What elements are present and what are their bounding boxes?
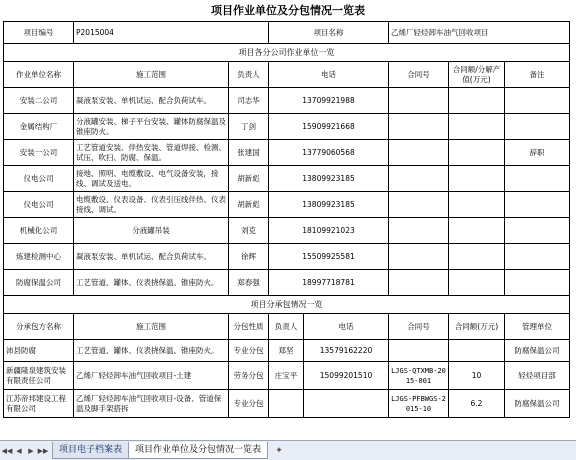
cell[interactable]: 乙烯厂轻烃卸车油气回收项目-设备、管道保温及脚手架搭拆 xyxy=(74,390,229,418)
cell[interactable]: 乙烯厂轻烃卸车油气回收项目-土建 xyxy=(74,362,229,390)
section2-title[interactable]: 项目分承包情况一览 xyxy=(4,296,570,314)
cell[interactable]: 10 xyxy=(449,362,505,390)
cell[interactable]: 13779060568 xyxy=(269,140,389,166)
cell[interactable]: 凝液泵安装、单机试运、配合负荷试车。 xyxy=(74,88,229,114)
cell[interactable] xyxy=(449,218,505,244)
cell[interactable] xyxy=(449,244,505,270)
cell[interactable]: 江苏帝邦建设工程有限公司 xyxy=(4,390,74,418)
cell[interactable]: 15509925581 xyxy=(269,244,389,270)
section1-header-row xyxy=(4,62,570,88)
table-row xyxy=(4,140,570,166)
header-cell[interactable]: 分包性质 xyxy=(229,314,269,340)
cell[interactable]: 庄宝平 xyxy=(269,362,304,390)
cell[interactable]: 安装二公司 xyxy=(4,88,74,114)
last-sheet-icon[interactable]: ▶▶ xyxy=(37,446,49,455)
table-row xyxy=(4,270,570,296)
header-cell[interactable]: 分承包方名称 xyxy=(4,314,74,340)
table-row xyxy=(4,88,570,114)
cell[interactable] xyxy=(505,192,570,218)
cell[interactable] xyxy=(389,218,449,244)
cell[interactable]: 辞职 xyxy=(505,140,570,166)
table-row xyxy=(4,114,570,140)
cell[interactable]: 防腐保温公司 xyxy=(505,390,570,418)
prev-sheet-icon[interactable]: ◀ xyxy=(16,446,22,455)
cell[interactable]: 18997718781 xyxy=(269,270,389,296)
header-cell[interactable]: 作业单位名称 xyxy=(4,62,74,88)
cell[interactable] xyxy=(449,192,505,218)
section2-header-row xyxy=(4,314,570,340)
cell[interactable]: 仪电公司 xyxy=(4,192,74,218)
cell[interactable]: 轻烃项目部 xyxy=(505,362,570,390)
cell[interactable]: 金属结构厂 xyxy=(4,114,74,140)
project-code-value[interactable]: P2015004 xyxy=(74,22,269,44)
cell[interactable] xyxy=(389,114,449,140)
cell[interactable]: 司志华 xyxy=(229,88,269,114)
table-row xyxy=(4,244,570,270)
cell[interactable] xyxy=(449,340,505,362)
table-row xyxy=(4,340,570,362)
cell[interactable] xyxy=(269,390,304,418)
cell[interactable]: 劳务分包 xyxy=(229,362,269,390)
cell[interactable]: 张建国 xyxy=(229,140,269,166)
cell[interactable] xyxy=(505,166,570,192)
cell[interactable] xyxy=(449,140,505,166)
cell[interactable]: 防腐保温公司 xyxy=(4,270,74,296)
cell[interactable]: 凝液泵安装、单机试运、配合负荷试车。 xyxy=(74,244,229,270)
table-row xyxy=(4,166,570,192)
cell[interactable]: 接地、照明、电缆敷设、电气设备安装，接线、调试及送电。 xyxy=(74,166,229,192)
header-cell[interactable]: 施工范围 xyxy=(74,62,229,88)
section1-title[interactable]: 项目各分公司作业单位一览 xyxy=(4,44,570,62)
cell[interactable] xyxy=(389,140,449,166)
cell[interactable]: 胡新彪 xyxy=(229,166,269,192)
cell[interactable]: 15909921668 xyxy=(269,114,389,140)
cell[interactable]: 18109921023 xyxy=(269,218,389,244)
cell[interactable]: 新疆隆泉建筑安装有限责任公司 xyxy=(4,362,74,390)
cell[interactable]: 专业分包 xyxy=(229,390,269,418)
cell[interactable]: 徐辉 xyxy=(229,244,269,270)
cell[interactable]: 6.2 xyxy=(449,390,505,418)
cell[interactable] xyxy=(389,166,449,192)
header-cell[interactable]: 电话 xyxy=(269,62,389,88)
cell[interactable] xyxy=(505,114,570,140)
header-cell[interactable]: 合同额/分解产值(万元) xyxy=(449,62,505,88)
header-cell[interactable]: 电话 xyxy=(304,314,389,340)
table-row xyxy=(4,192,570,218)
cell[interactable] xyxy=(389,192,449,218)
project-name-label[interactable]: 项目名称 xyxy=(269,22,389,44)
cell[interactable]: 郑春强 xyxy=(229,270,269,296)
new-sheet-icon[interactable]: ✦ xyxy=(275,445,283,456)
header-cell[interactable]: 负责人 xyxy=(269,314,304,340)
project-name-value[interactable]: 乙烯厂轻烃卸车油气回收项目 xyxy=(389,22,570,44)
cell[interactable]: 刘克 xyxy=(229,218,269,244)
cell[interactable]: LJGS-QTXMB-2015-001 xyxy=(389,362,449,390)
header-cell[interactable]: 备注 xyxy=(505,62,570,88)
sheet-title: 项目作业单位及分包情况一览表 xyxy=(211,4,365,17)
cell[interactable]: 仪电公司 xyxy=(4,166,74,192)
cell[interactable] xyxy=(389,244,449,270)
cell[interactable]: 机械化公司 xyxy=(4,218,74,244)
cell[interactable]: 专业分包 xyxy=(229,340,269,362)
cell[interactable]: 13809923185 xyxy=(269,192,389,218)
cell[interactable]: 工艺管道、罐体、仪表挠保温、锥座防火。 xyxy=(74,270,229,296)
project-info-row xyxy=(4,22,570,44)
cell[interactable] xyxy=(389,340,449,362)
cell[interactable] xyxy=(505,244,570,270)
cell[interactable] xyxy=(389,270,449,296)
cell[interactable]: 15099201510 xyxy=(304,362,389,390)
cell[interactable] xyxy=(505,218,570,244)
cell[interactable]: 13579162220 xyxy=(304,340,389,362)
cell[interactable] xyxy=(304,390,389,418)
cell[interactable]: LJGS-PFBWGS-2015-10 xyxy=(389,390,449,418)
cell[interactable]: 丁剑 xyxy=(229,114,269,140)
header-cell[interactable]: 施工范围 xyxy=(74,314,229,340)
table-row xyxy=(4,362,570,390)
header-cell[interactable]: 管理单位 xyxy=(505,314,570,340)
cell[interactable] xyxy=(505,270,570,296)
header-cell[interactable]: 负责人 xyxy=(229,62,269,88)
cell[interactable]: 工艺管道、罐体、仪表挠保温、锥座防火。 xyxy=(74,340,229,362)
sheet-tab-summary[interactable]: 项目作业单位及分包情况一览表 xyxy=(128,442,268,459)
cell[interactable]: 工艺管道安装、伴热安装、管道焊接、检测、试压、吹扫、防腐、保温。 xyxy=(74,140,229,166)
cell[interactable]: 分液罐安装、梯子平台安装、罐体防腐保温及锥座防火。 xyxy=(74,114,229,140)
cell[interactable]: 电缆敷设、仪表设备、仪表引压线伴热、仪表接线、调试。 xyxy=(74,192,229,218)
cell[interactable] xyxy=(389,88,449,114)
cell[interactable] xyxy=(449,114,505,140)
table-row xyxy=(4,218,570,244)
first-sheet-icon[interactable]: ◀◀ xyxy=(1,446,13,455)
cell[interactable]: 胡新彪 xyxy=(229,192,269,218)
header-cell[interactable]: 合同号 xyxy=(389,62,449,88)
cell[interactable]: 13809923185 xyxy=(269,166,389,192)
project-code-label[interactable]: 项目编号 xyxy=(4,22,74,44)
sheet-tab-bar xyxy=(0,440,576,460)
cell[interactable] xyxy=(505,88,570,114)
next-sheet-icon[interactable]: ▶ xyxy=(28,446,34,455)
cell[interactable]: 郑坚 xyxy=(269,340,304,362)
cell[interactable]: 分液罐吊装 xyxy=(74,218,229,244)
header-cell[interactable]: 合同号 xyxy=(389,314,449,340)
summary-table[interactable] xyxy=(3,21,570,418)
cell[interactable] xyxy=(449,88,505,114)
cell[interactable]: 安装一公司 xyxy=(4,140,74,166)
cell[interactable] xyxy=(449,270,505,296)
cell[interactable]: 防腐保温公司 xyxy=(505,340,570,362)
cell[interactable]: 沛县防腐 xyxy=(4,340,74,362)
sheet-tab-archive[interactable]: 项目电子档案表 xyxy=(52,442,129,459)
header-cell[interactable]: 合同额(万元) xyxy=(449,314,505,340)
cell[interactable]: 13709921988 xyxy=(269,88,389,114)
table-row xyxy=(4,390,570,418)
cell[interactable]: 炼建检测中心 xyxy=(4,244,74,270)
cell[interactable] xyxy=(449,166,505,192)
